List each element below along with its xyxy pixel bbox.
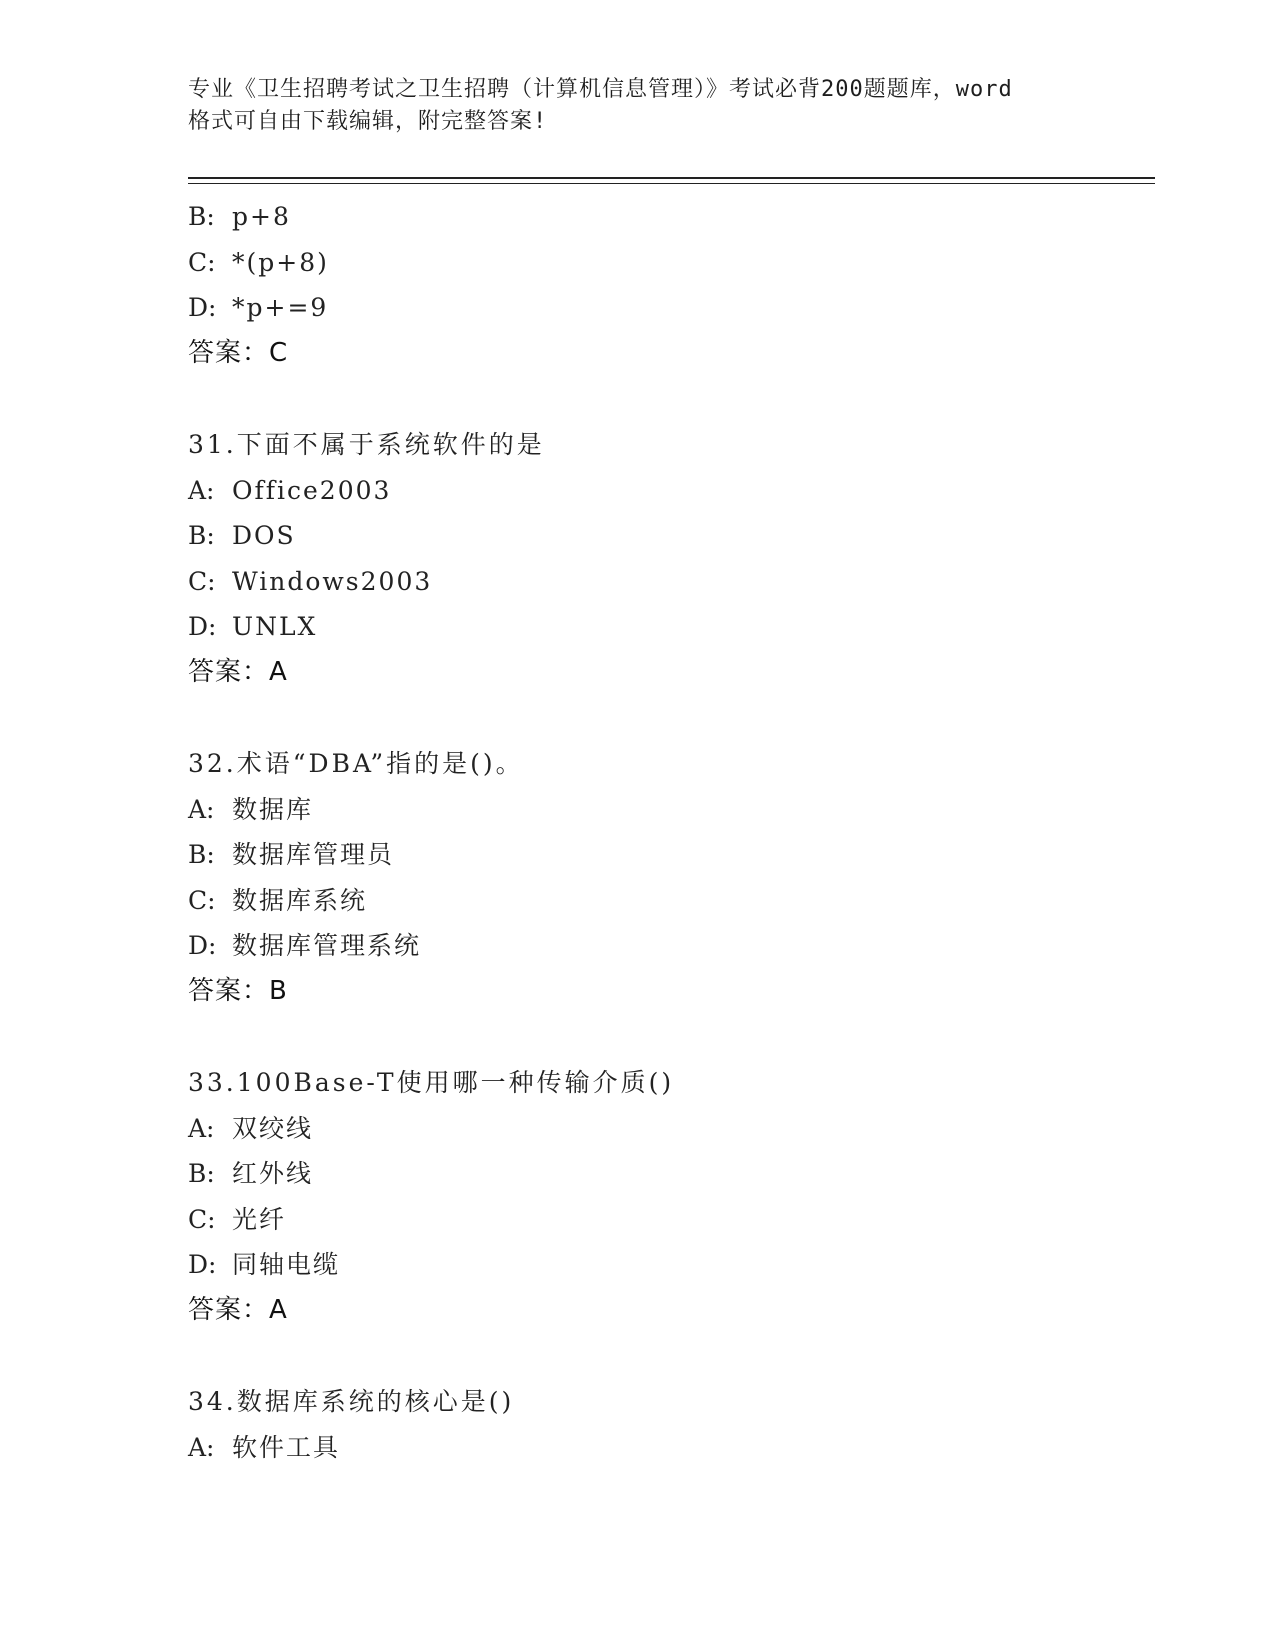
option-a [188, 787, 1148, 833]
option-key: C: [188, 885, 216, 915]
option-text: 软件工具 [232, 1432, 341, 1462]
option-text: UNLX [232, 612, 318, 641]
option-text: 数据库管理系统 [232, 931, 422, 960]
question-31 [188, 422, 1148, 695]
spacer [188, 695, 1148, 741]
option-key: C: [188, 566, 216, 596]
option-text: 双绞线 [232, 1113, 314, 1143]
option-key: C: [188, 1204, 216, 1234]
document-header [188, 74, 1088, 138]
option-b [188, 194, 1148, 240]
option-text: 光纤 [232, 1204, 287, 1234]
option-key: A: [188, 1113, 215, 1143]
spacer [188, 376, 1148, 422]
option-d [188, 1242, 1148, 1288]
question-title: 32.术语“DBA”指的是()。 [188, 749, 524, 778]
option-c [188, 240, 1148, 286]
header-divider-thin [188, 183, 1155, 184]
option-a [188, 1106, 1148, 1152]
option-d [188, 285, 1148, 331]
header-line-1: 专业《卫生招聘考试之卫生招聘（计算机信息管理）》考试必背200题题库，word [188, 77, 1013, 102]
option-text: DOS [232, 521, 296, 550]
spacer [188, 1333, 1148, 1379]
option-key: D: [188, 931, 217, 960]
question-30-continued [188, 194, 1148, 376]
option-b [188, 1151, 1148, 1197]
option-text: 数据库管理员 [232, 840, 395, 869]
option-c [188, 559, 1148, 605]
option-d [188, 604, 1148, 650]
header-line-2: 格式可自由下载编辑，附完整答案! [188, 109, 548, 134]
option-key: B: [188, 840, 215, 869]
option-key: D: [188, 1250, 217, 1279]
option-c [188, 1197, 1148, 1243]
answer-line: 答案：C [188, 337, 289, 368]
option-c [188, 878, 1148, 924]
option-a [188, 468, 1148, 514]
option-key: B: [188, 521, 215, 550]
option-text: *p+=9 [232, 293, 329, 322]
question-34 [188, 1379, 1148, 1470]
option-text: Office2003 [232, 475, 392, 505]
question-32 [188, 741, 1148, 1014]
answer-line: 答案：B [188, 975, 288, 1006]
answer-line: 答案：A [188, 1294, 288, 1325]
option-text: p+8 [232, 202, 291, 231]
option-key: D: [188, 293, 217, 322]
option-b [188, 832, 1148, 878]
option-d [188, 923, 1148, 969]
option-key: B: [188, 202, 215, 231]
question-list [188, 194, 1148, 1470]
option-text: 红外线 [232, 1159, 314, 1188]
question-33 [188, 1060, 1148, 1333]
option-text: Windows2003 [232, 566, 433, 596]
option-key: A: [188, 794, 215, 824]
question-title: 34.数据库系统的核心是() [188, 1387, 515, 1416]
answer-line: 答案：A [188, 656, 288, 687]
option-key: C: [188, 247, 216, 277]
option-text: 数据库系统 [232, 885, 368, 915]
option-text: *(p+8) [232, 247, 329, 277]
option-key: A: [188, 1432, 215, 1462]
question-title: 33.100Base-T使用哪一种传输介质() [188, 1068, 675, 1097]
header-divider-thick [188, 177, 1155, 179]
option-b [188, 513, 1148, 559]
option-a [188, 1425, 1148, 1471]
option-text: 同轴电缆 [232, 1250, 341, 1279]
option-key: D: [188, 612, 217, 641]
spacer [188, 1014, 1148, 1060]
option-text: 数据库 [232, 794, 314, 824]
option-key: A: [188, 475, 215, 505]
option-key: B: [188, 1159, 215, 1188]
question-title: 31.下面不属于系统软件的是 [188, 430, 545, 459]
